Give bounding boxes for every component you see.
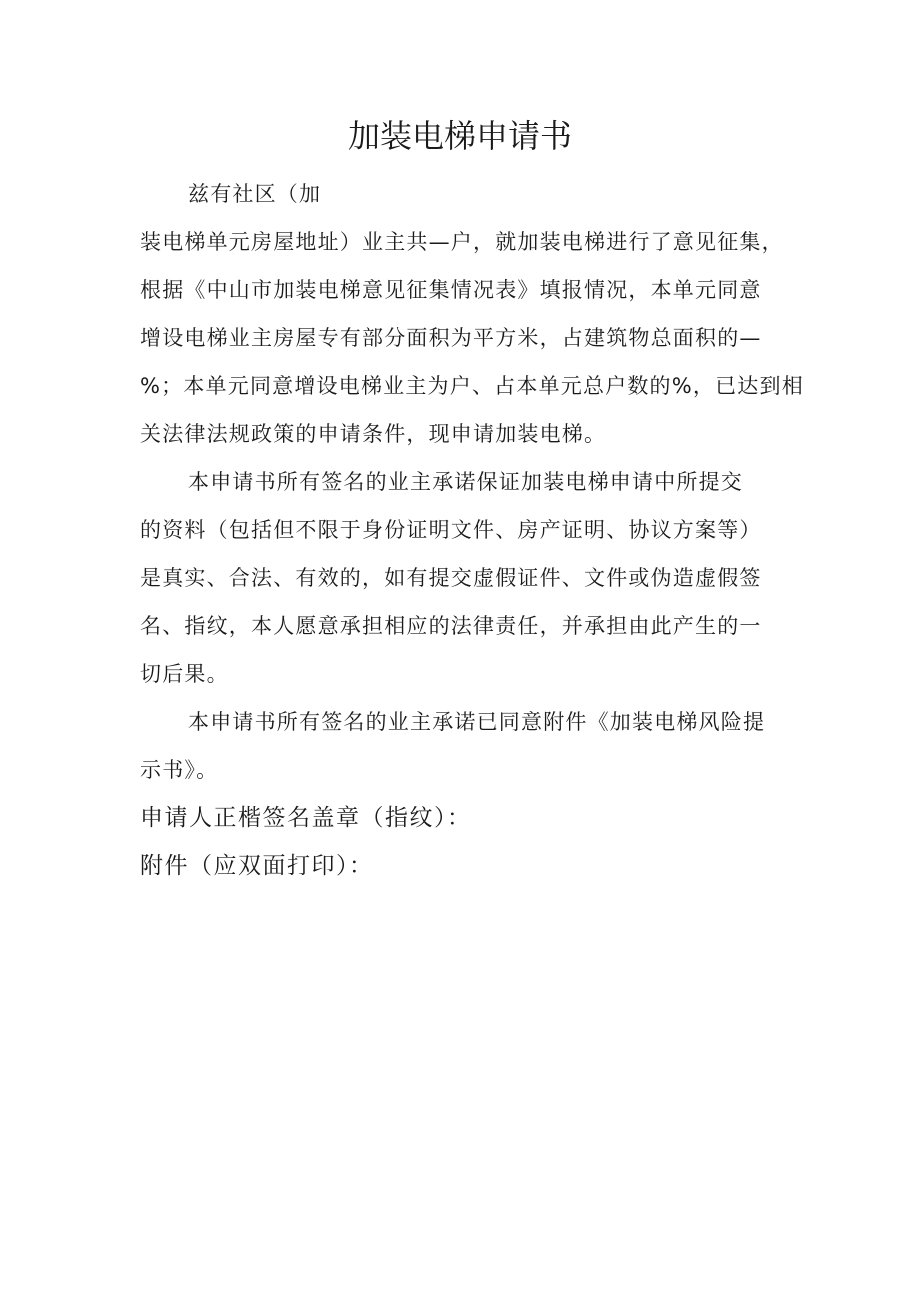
paragraph-line: 是真实、合法、有效的，如有提交虚假证件、文件或伪造虚假签 xyxy=(140,566,762,590)
paragraph-line: 装电梯单元房屋地址）业主共—户，就加装电梯进行了意见征集， xyxy=(140,230,784,254)
paragraph-line: 本申请书所有签名的业主承诺保证加装电梯申请中所提交 xyxy=(188,470,743,494)
signature-label: 申请人正楷签名盖章（指纹）： xyxy=(140,805,472,831)
attachment-label: 附件（应双面打印）： xyxy=(140,853,374,879)
paragraph-line: 本申请书所有签名的业主承诺已同意附件《加装电梯风险提 xyxy=(188,710,766,734)
paragraph-line: %；本单元同意增设电梯业主为户、占本单元总户数的%，已达到相 xyxy=(140,374,804,398)
paragraph-commitment xyxy=(140,458,782,698)
paragraph-line: 根据《中山市加装电梯意见征集情况表》填报情况，本单元同意 xyxy=(140,278,762,302)
paragraph-line: 增设电梯业主房屋专有部分面积为平方米，占建筑物总面积的— xyxy=(140,326,762,350)
paragraph-risk-notice xyxy=(140,698,782,794)
paragraph-line: 名、指纹，本人愿意承担相应的法律责任，并承担由此产生的一 xyxy=(140,614,762,638)
paragraph-line: 兹有社区（加 xyxy=(188,182,322,206)
paragraph-line: 示书》。 xyxy=(140,758,219,782)
paragraph-line: 切后果。 xyxy=(140,662,229,686)
document-title: 加装电梯申请书 xyxy=(347,117,572,155)
paragraph-line: 关法律法规政策的申请条件，现申请加装电梯。 xyxy=(140,422,607,446)
paragraph-line: 的资料（包括但不限于身份证明文件、房产证明、协议方案等） xyxy=(140,518,762,542)
paragraph-application xyxy=(140,170,804,458)
